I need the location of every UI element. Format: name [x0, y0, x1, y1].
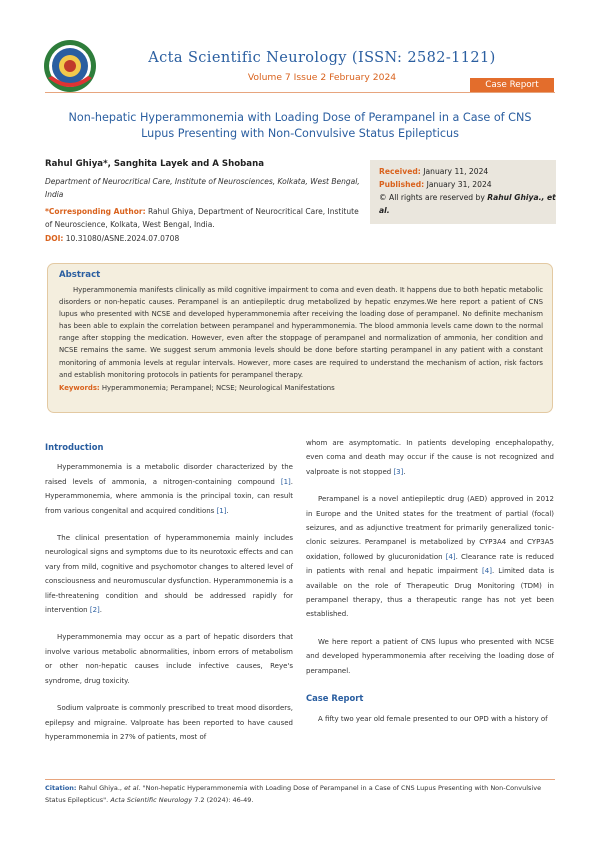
text-span: Rahul Ghiya., [76, 784, 125, 792]
rights-line [379, 191, 556, 217]
corresponding-text: Rahul Ghiya, Department of Neurocritical Care, Institute of Neuroscience, Kolkata, West Bengal, India. [45, 207, 359, 229]
text-span: "Non-hepatic Hyperammonemia with Loading Dose of Perampanel in a Case of CNS Lupus Presenting with Non-Convulsive Status Epilepticus". [45, 784, 542, 804]
intro-paragraph-2 [45, 531, 293, 617]
doi-link[interactable]: 10.31080/ASNE.2024.07.0708 [63, 234, 180, 243]
citation-label: Citation: [45, 784, 77, 792]
text-span: 7.2 (2024): 46-49. [192, 795, 254, 804]
right-column [306, 436, 554, 739]
author-list: Rahul Ghiya*, Sanghita Layek and A Shobana [45, 159, 265, 169]
text-span: . [403, 467, 406, 476]
text-span: The clinical presentation of hyperammonemia mainly includes neurological signs and symptoms due to its neurotoxic effects and can vary from mild, cognitive and psychomotor changes to altered level of consciousness and neuromuscular dysfunction. Hyperammonemia is a life-threatening condition and should be addressed rapidly for intervention [45, 534, 293, 615]
journal-title: Acta Scientific Neurology (ISSN: 2582-1121) [148, 50, 496, 66]
left-column [45, 436, 293, 757]
published-value: January 31, 2024 [424, 180, 492, 189]
abstract-heading: Abstract [59, 270, 101, 280]
text-span: . Clearance rate is reduced in patients with renal and hepatic impairment [306, 552, 555, 576]
rights-prefix: © All rights are reserved by [379, 193, 488, 202]
intro-paragraph-6 [306, 492, 554, 622]
doi-label: DOI: [45, 234, 64, 243]
text-span: . [226, 506, 229, 515]
keywords [59, 382, 543, 394]
intro-paragraph-5 [306, 436, 554, 479]
text-span: whom are asymptomatic. In patients developing encephalopathy, even coma and death may occur if the cause is not recognized and valproate is not stopped [306, 439, 554, 476]
corresponding-label: *Corresponding Author: [45, 207, 146, 216]
journal-seal-icon [42, 38, 98, 94]
case-report-heading: Case Report [306, 693, 364, 704]
introduction-heading: Introduction [45, 442, 104, 452]
received-value: January 11, 2024 [420, 167, 489, 176]
paper-title: Non-hepatic Hyperammonemia with Loading Dose of Perampanel in a Case of CNS Lupus Presenting with Non-Convulsive Status Epilepticus [68, 111, 532, 140]
citation-link[interactable]: [4] [482, 567, 492, 576]
header-divider [45, 92, 555, 93]
abstract-text: Hyperammonemia manifests clinically as mild cognitive impairment to coma and even death. It happens due to both hepatic metabolic disorders or non-hepatic causes. Perampanel is an antiepileptic drug metabolized by hepatic enzymes.We here report a patient of CNS lupus who presented with NCSE and developed hyperammonemia after receiving the loading dose of perampanel. No definite mechanism has been able to explain the correlation between perampanel and hyperammonemia. The blood ammonia levels came down to the normal range after stopping the medication. However, even after the stoppage of perampanel and normalization of ammonia, her condition and NCSE remains the same. We suggest serum ammonia levels should be done before starting perampanel in any patient with a constant monitoring of ammonia levels at regular intervals. However, more cases are required to understand the mechanism of action, risk factors and establish monitoring protocols in patients for perampanel therapy. [59, 286, 543, 379]
keywords-label: Keywords: [59, 383, 100, 392]
rights-author: Rahul Ghiya., et al. [379, 193, 556, 215]
text-span: Hyperammonemia is a metabolic disorder characterized by the raised levels of ammonia, a nitrogen-containing compound [45, 463, 293, 486]
received-date [379, 165, 556, 178]
citation-link[interactable]: [1] [216, 506, 227, 515]
received-label: Received: [379, 167, 421, 176]
intro-paragraph-1 [45, 460, 293, 518]
citation-link[interactable]: [4] [445, 552, 456, 561]
published-date [379, 178, 556, 191]
issue-line: Volume 7 Issue 2 February 2024 [247, 72, 397, 83]
citation-link[interactable]: [1] [280, 477, 291, 486]
intro-paragraph-3: Hyperammonemia may occur as a part of hepatic disorders that involve various metabolic abnormalities, inborn errors of metabolism or other non-hepatic causes include infective causes, Reye's syndrome, drug toxicity. [45, 633, 293, 685]
citation-link[interactable]: [2] [89, 606, 100, 615]
text-span: . Hyperammonemia, where ammonia is the principal toxin, can result from various congenital and acquired conditions [45, 477, 293, 515]
text-span: . [99, 606, 102, 615]
corresponding-author [45, 206, 363, 231]
published-label: Published: [379, 180, 425, 189]
dates-box [370, 160, 556, 224]
keywords-text: Hyperammonemia; Perampanel; NCSE; Neurological Manifestations [99, 383, 335, 392]
text-span: . Limited data is available on the role of Therapeutic Drug Monitoring (TDM) in perampanel therapy, thus a therapeutic range has not yet been established. [306, 567, 554, 619]
citation-footer [45, 783, 555, 806]
text-span: Perampanel is a novel antiepileptic drug (AED) approved in 2012 in Europe and the United states for the treatment of partial (focal) seizures, and as adjunctive treatment for primarily generalized tonic-clonic seizures. Perampanel is metabolized by CYP3A4 and CYP3A5 oxidation, followed by glucuronidation [306, 495, 554, 561]
intro-paragraph-4: Sodium valproate is commonly prescribed to treat mood disorders, epilepsy and migraine. Valproate has been reported to have caused hyperammonemia in 27% of patients, most of [45, 704, 293, 741]
footer-divider [45, 779, 555, 780]
affiliation: Department of Neurocritical Care, Institute of Neurosciences, Kolkata, West Bengal, India [45, 177, 360, 199]
text-span: et al. [124, 784, 141, 792]
case-paragraph-1: A fifty two year old female presented to our OPD with a history of [318, 714, 548, 723]
citation-link[interactable]: [3] [393, 467, 404, 476]
article-type-badge: Case Report [470, 78, 554, 92]
abstract-box [47, 263, 553, 413]
intro-paragraph-7: We here report a patient of CNS lupus who presented with NCSE and developed hyperammonemia after receiving the loading dose of perampanel. [306, 637, 554, 675]
journal-name: Acta Scientific Neurology [110, 795, 193, 804]
doi [45, 234, 179, 243]
